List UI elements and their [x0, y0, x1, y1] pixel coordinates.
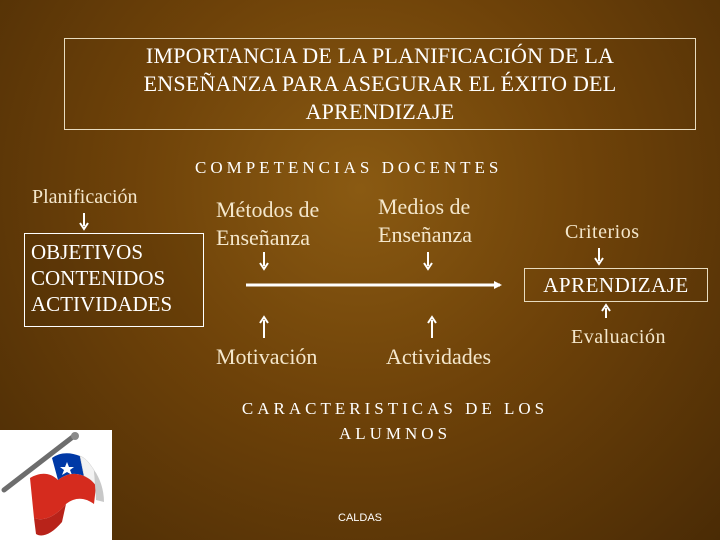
contenidos-label: CONTENIDOS: [31, 266, 166, 290]
medios-line-2: Enseñanza: [378, 222, 473, 247]
arrow-down-icon: [80, 213, 88, 229]
caracteristicas-line-1: CARACTERISTICAS DE LOS: [241, 399, 549, 418]
aprendizaje-box: APRENDIZAJE: [524, 268, 708, 302]
metodos-line-2: Enseñanza: [216, 225, 311, 250]
actividades-label: Actividades: [386, 344, 492, 369]
arrow-right-icon: [246, 281, 502, 289]
criterios-label: Criterios: [565, 221, 640, 243]
title-line-2: ENSEÑANZA PARA ASEGURAR EL ÉXITO DEL: [143, 71, 617, 96]
flag-chile-icon: [0, 430, 112, 540]
caracteristicas-line-2: ALUMNOS: [338, 424, 452, 443]
evaluacion-label: Evaluación: [571, 326, 666, 348]
arrow-up-icon: [260, 317, 268, 338]
title-line-1: IMPORTANCIA DE LA PLANIFICACIÓN DE LA: [145, 43, 615, 68]
footer-caldas: CALDAS: [338, 512, 383, 524]
medios-line-1: Medios de: [378, 194, 471, 219]
arrow-down-icon: [595, 248, 603, 264]
title-line-3: APRENDIZAJE: [305, 99, 455, 124]
metodos-line-1: Métodos de: [216, 197, 320, 222]
arrow-down-icon: [260, 252, 268, 269]
actividades-box-label: ACTIVIDADES: [31, 292, 173, 316]
arrow-down-icon: [424, 252, 432, 269]
motivacion-label: Motivación: [216, 344, 318, 369]
objetivos-label: OBJETIVOS: [31, 240, 144, 264]
competencias-docentes-label: COMPETENCIAS DOCENTES: [195, 158, 503, 177]
arrow-up-icon: [428, 317, 436, 338]
planificacion-label: Planificación: [32, 186, 138, 208]
arrow-up-icon: [602, 305, 610, 318]
